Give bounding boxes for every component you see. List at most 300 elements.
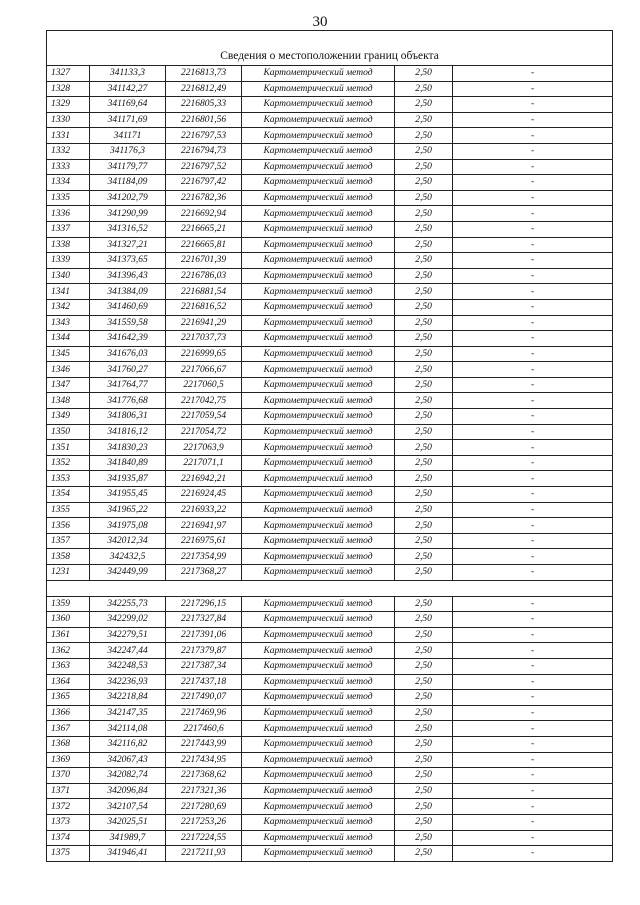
description-cell: -	[453, 128, 613, 144]
point-number-cell: 1367	[47, 721, 90, 737]
description-cell: -	[453, 143, 613, 159]
accuracy-cell: 2,50	[395, 487, 453, 503]
method-cell: Картометрический метод	[242, 424, 395, 440]
table-row	[47, 237, 613, 253]
method-cell: Картометрический метод	[242, 768, 395, 784]
accuracy-cell: 2,50	[395, 799, 453, 815]
description-cell: -	[453, 190, 613, 206]
method-cell: Картометрический метод	[242, 346, 395, 362]
y-coordinate-cell: 2216816,52	[166, 299, 242, 315]
method-cell: Картометрический метод	[242, 377, 395, 393]
method-cell: Картометрический метод	[242, 66, 395, 82]
description-cell: -	[453, 471, 613, 487]
point-number-cell: 1361	[47, 627, 90, 643]
table-row	[47, 612, 613, 628]
description-cell: -	[453, 814, 613, 830]
x-coordinate-cell: 341171,69	[90, 112, 166, 128]
table-row	[47, 424, 613, 440]
description-cell: -	[453, 81, 613, 97]
accuracy-cell: 2,50	[395, 721, 453, 737]
x-coordinate-cell: 341179,77	[90, 159, 166, 175]
table-row	[47, 799, 613, 815]
table-row	[47, 736, 613, 752]
x-coordinate-cell: 342218,84	[90, 690, 166, 706]
method-cell: Картометрический метод	[242, 752, 395, 768]
accuracy-cell: 2,50	[395, 377, 453, 393]
table-row	[47, 518, 613, 534]
table-row	[47, 66, 613, 82]
accuracy-cell: 2,50	[395, 331, 453, 347]
table-row	[47, 393, 613, 409]
table-row	[47, 377, 613, 393]
description-cell: -	[453, 377, 613, 393]
x-coordinate-cell: 342116,82	[90, 736, 166, 752]
x-coordinate-cell: 341169,64	[90, 97, 166, 113]
table-row	[47, 752, 613, 768]
x-coordinate-cell: 341316,52	[90, 221, 166, 237]
y-coordinate-cell: 2217211,93	[166, 846, 242, 862]
method-cell: Картометрический метод	[242, 175, 395, 191]
x-coordinate-cell: 342299,02	[90, 612, 166, 628]
y-coordinate-cell: 2216812,49	[166, 81, 242, 97]
description-cell: -	[453, 502, 613, 518]
table-row	[47, 830, 613, 846]
y-coordinate-cell: 2216786,03	[166, 268, 242, 284]
y-coordinate-cell: 2217354,99	[166, 549, 242, 565]
y-coordinate-cell: 2216941,97	[166, 518, 242, 534]
point-number-cell: 1351	[47, 440, 90, 456]
y-coordinate-cell: 2217060,5	[166, 377, 242, 393]
method-cell: Картометрический метод	[242, 783, 395, 799]
method-cell: Картометрический метод	[242, 502, 395, 518]
table-row	[47, 690, 613, 706]
description-cell: -	[453, 455, 613, 471]
x-coordinate-cell: 341290,99	[90, 206, 166, 222]
accuracy-cell: 2,50	[395, 455, 453, 471]
y-coordinate-cell: 2216881,54	[166, 284, 242, 300]
x-coordinate-cell: 341133,3	[90, 66, 166, 82]
point-number-cell: 1364	[47, 674, 90, 690]
y-coordinate-cell: 2217071,1	[166, 455, 242, 471]
y-coordinate-cell: 2217437,18	[166, 674, 242, 690]
method-cell: Картометрический метод	[242, 237, 395, 253]
y-coordinate-cell: 2217063,9	[166, 440, 242, 456]
description-cell: -	[453, 533, 613, 549]
x-coordinate-cell: 342147,35	[90, 705, 166, 721]
accuracy-cell: 2,50	[395, 315, 453, 331]
table-row	[47, 440, 613, 456]
accuracy-cell: 2,50	[395, 814, 453, 830]
description-cell: -	[453, 596, 613, 612]
point-number-cell: 1355	[47, 502, 90, 518]
description-cell: -	[453, 175, 613, 191]
y-coordinate-cell: 2217387,34	[166, 658, 242, 674]
description-cell: -	[453, 518, 613, 534]
accuracy-cell: 2,50	[395, 533, 453, 549]
accuracy-cell: 2,50	[395, 97, 453, 113]
y-coordinate-cell: 2216665,21	[166, 221, 242, 237]
accuracy-cell: 2,50	[395, 175, 453, 191]
point-number-cell: 1329	[47, 97, 90, 113]
accuracy-cell: 2,50	[395, 143, 453, 159]
point-number-cell: 1349	[47, 409, 90, 425]
point-number-cell: 1369	[47, 752, 90, 768]
accuracy-cell: 2,50	[395, 471, 453, 487]
method-cell: Картометрический метод	[242, 284, 395, 300]
y-coordinate-cell: 2217469,96	[166, 705, 242, 721]
x-coordinate-cell: 341384,09	[90, 284, 166, 300]
x-coordinate-cell: 341946,41	[90, 846, 166, 862]
table-row	[47, 705, 613, 721]
x-coordinate-cell: 341830,23	[90, 440, 166, 456]
method-cell: Картометрический метод	[242, 128, 395, 144]
method-cell: Картометрический метод	[242, 627, 395, 643]
method-cell: Картометрический метод	[242, 471, 395, 487]
method-cell: Картометрический метод	[242, 159, 395, 175]
point-number-cell: 1335	[47, 190, 90, 206]
method-cell: Картометрический метод	[242, 799, 395, 815]
x-coordinate-cell: 342114,08	[90, 721, 166, 737]
method-cell: Картометрический метод	[242, 190, 395, 206]
table-row	[47, 596, 613, 612]
x-coordinate-cell: 341935,87	[90, 471, 166, 487]
accuracy-cell: 2,50	[395, 221, 453, 237]
description-cell: -	[453, 268, 613, 284]
table-row	[47, 814, 613, 830]
accuracy-cell: 2,50	[395, 440, 453, 456]
x-coordinate-cell: 342082,74	[90, 768, 166, 784]
x-coordinate-cell: 341396,43	[90, 268, 166, 284]
method-cell: Картометрический метод	[242, 455, 395, 471]
point-number-cell: 1331	[47, 128, 90, 144]
description-cell: -	[453, 783, 613, 799]
description-cell: -	[453, 206, 613, 222]
accuracy-cell: 2,50	[395, 66, 453, 82]
description-cell: -	[453, 752, 613, 768]
table-row	[47, 159, 613, 175]
accuracy-cell: 2,50	[395, 362, 453, 378]
description-cell: -	[453, 799, 613, 815]
block-separator-row	[47, 580, 613, 596]
y-coordinate-cell: 2217434,95	[166, 752, 242, 768]
point-number-cell: 1345	[47, 346, 90, 362]
y-coordinate-cell: 2216692,94	[166, 206, 242, 222]
description-cell: -	[453, 362, 613, 378]
method-cell: Картометрический метод	[242, 705, 395, 721]
table-row	[47, 268, 613, 284]
table-row	[47, 565, 613, 581]
x-coordinate-cell: 341202,79	[90, 190, 166, 206]
table-row	[47, 143, 613, 159]
point-number-cell: 1372	[47, 799, 90, 815]
y-coordinate-cell: 2217327,84	[166, 612, 242, 628]
accuracy-cell: 2,50	[395, 112, 453, 128]
accuracy-cell: 2,50	[395, 674, 453, 690]
table-row	[47, 346, 613, 362]
description-cell: -	[453, 440, 613, 456]
method-cell: Картометрический метод	[242, 487, 395, 503]
y-coordinate-cell: 2216665,81	[166, 237, 242, 253]
x-coordinate-cell: 341184,09	[90, 175, 166, 191]
table-row	[47, 783, 613, 799]
method-cell: Картометрический метод	[242, 97, 395, 113]
description-cell: -	[453, 549, 613, 565]
description-cell: -	[453, 237, 613, 253]
description-cell: -	[453, 221, 613, 237]
description-cell: -	[453, 643, 613, 659]
y-coordinate-cell: 2216797,52	[166, 159, 242, 175]
y-coordinate-cell: 2217368,27	[166, 565, 242, 581]
method-cell: Картометрический метод	[242, 518, 395, 534]
y-coordinate-cell: 2216797,53	[166, 128, 242, 144]
point-number-cell: 1330	[47, 112, 90, 128]
method-cell: Картометрический метод	[242, 268, 395, 284]
x-coordinate-cell: 341840,89	[90, 455, 166, 471]
point-number-cell: 1340	[47, 268, 90, 284]
accuracy-cell: 2,50	[395, 346, 453, 362]
accuracy-cell: 2,50	[395, 690, 453, 706]
point-number-cell: 1352	[47, 455, 90, 471]
point-number-cell: 1375	[47, 846, 90, 862]
y-coordinate-cell: 2216941,29	[166, 315, 242, 331]
method-cell: Картометрический метод	[242, 736, 395, 752]
y-coordinate-cell: 2216933,22	[166, 502, 242, 518]
x-coordinate-cell: 341955,45	[90, 487, 166, 503]
method-cell: Картометрический метод	[242, 331, 395, 347]
x-coordinate-cell: 341760,27	[90, 362, 166, 378]
table-row	[47, 362, 613, 378]
accuracy-cell: 2,50	[395, 518, 453, 534]
y-coordinate-cell: 2216782,36	[166, 190, 242, 206]
point-number-cell: 1365	[47, 690, 90, 706]
table-row	[47, 221, 613, 237]
method-cell: Картометрический метод	[242, 143, 395, 159]
description-cell: -	[453, 674, 613, 690]
table-row	[47, 331, 613, 347]
y-coordinate-cell: 2216942,21	[166, 471, 242, 487]
accuracy-cell: 2,50	[395, 284, 453, 300]
accuracy-cell: 2,50	[395, 565, 453, 581]
method-cell: Картометрический метод	[242, 846, 395, 862]
accuracy-cell: 2,50	[395, 752, 453, 768]
method-cell: Картометрический метод	[242, 643, 395, 659]
point-number-cell: 1370	[47, 768, 90, 784]
table-row	[47, 846, 613, 862]
x-coordinate-cell: 341176,3	[90, 143, 166, 159]
method-cell: Картометрический метод	[242, 409, 395, 425]
accuracy-cell: 2,50	[395, 268, 453, 284]
point-number-cell: 1347	[47, 377, 90, 393]
table-row	[47, 627, 613, 643]
point-number-cell: 1357	[47, 533, 90, 549]
point-number-cell: 1334	[47, 175, 90, 191]
accuracy-cell: 2,50	[395, 768, 453, 784]
table-row	[47, 81, 613, 97]
x-coordinate-cell: 342012,34	[90, 533, 166, 549]
method-cell: Картометрический метод	[242, 206, 395, 222]
table-row	[47, 128, 613, 144]
table-row	[47, 643, 613, 659]
accuracy-cell: 2,50	[395, 159, 453, 175]
x-coordinate-cell: 341373,65	[90, 253, 166, 269]
y-coordinate-cell: 2217037,73	[166, 331, 242, 347]
table-body	[47, 31, 613, 862]
table-row	[47, 409, 613, 425]
accuracy-cell: 2,50	[395, 783, 453, 799]
y-coordinate-cell: 2217490,07	[166, 690, 242, 706]
table-row	[47, 721, 613, 737]
point-number-cell: 1346	[47, 362, 90, 378]
point-number-cell: 1337	[47, 221, 90, 237]
y-coordinate-cell: 2217391,06	[166, 627, 242, 643]
point-number-cell: 1374	[47, 830, 90, 846]
boundary-coordinates-table	[46, 30, 613, 862]
table-row	[47, 674, 613, 690]
table-row	[47, 97, 613, 113]
y-coordinate-cell: 2216797,42	[166, 175, 242, 191]
x-coordinate-cell: 341327,21	[90, 237, 166, 253]
x-coordinate-cell: 341142,27	[90, 81, 166, 97]
description-cell: -	[453, 627, 613, 643]
point-number-cell: 1336	[47, 206, 90, 222]
y-coordinate-cell: 2217368,62	[166, 768, 242, 784]
description-cell: -	[453, 612, 613, 628]
accuracy-cell: 2,50	[395, 206, 453, 222]
y-coordinate-cell: 2216924,45	[166, 487, 242, 503]
accuracy-cell: 2,50	[395, 81, 453, 97]
x-coordinate-cell: 341965,22	[90, 502, 166, 518]
point-number-cell: 1358	[47, 549, 90, 565]
method-cell: Картометрический метод	[242, 658, 395, 674]
method-cell: Картометрический метод	[242, 440, 395, 456]
method-cell: Картометрический метод	[242, 721, 395, 737]
description-cell: -	[453, 97, 613, 113]
method-cell: Картометрический метод	[242, 253, 395, 269]
point-number-cell: 1373	[47, 814, 90, 830]
x-coordinate-cell: 342248,53	[90, 658, 166, 674]
method-cell: Картометрический метод	[242, 674, 395, 690]
y-coordinate-cell: 2216801,56	[166, 112, 242, 128]
table-row	[47, 175, 613, 191]
table-row	[47, 768, 613, 784]
description-cell: -	[453, 658, 613, 674]
method-cell: Картометрический метод	[242, 299, 395, 315]
point-number-cell: 1332	[47, 143, 90, 159]
method-cell: Картометрический метод	[242, 315, 395, 331]
accuracy-cell: 2,50	[395, 128, 453, 144]
point-number-cell: 1339	[47, 253, 90, 269]
point-number-cell: 1338	[47, 237, 90, 253]
x-coordinate-cell: 341642,39	[90, 331, 166, 347]
y-coordinate-cell: 2216813,73	[166, 66, 242, 82]
accuracy-cell: 2,50	[395, 299, 453, 315]
table-row	[47, 502, 613, 518]
table-title: Сведения о местоположении границ объекта	[47, 31, 613, 66]
description-cell: -	[453, 424, 613, 440]
y-coordinate-cell: 2217224,55	[166, 830, 242, 846]
method-cell: Картометрический метод	[242, 549, 395, 565]
x-coordinate-cell: 342025,51	[90, 814, 166, 830]
table-row	[47, 206, 613, 222]
method-cell: Картометрический метод	[242, 612, 395, 628]
x-coordinate-cell: 341776,68	[90, 393, 166, 409]
accuracy-cell: 2,50	[395, 627, 453, 643]
x-coordinate-cell: 341975,08	[90, 518, 166, 534]
point-number-cell: 1342	[47, 299, 90, 315]
y-coordinate-cell: 2217321,36	[166, 783, 242, 799]
y-coordinate-cell: 2217443,99	[166, 736, 242, 752]
x-coordinate-cell: 342107,54	[90, 799, 166, 815]
y-coordinate-cell: 2217059,54	[166, 409, 242, 425]
x-coordinate-cell: 341676,03	[90, 346, 166, 362]
accuracy-cell: 2,50	[395, 393, 453, 409]
method-cell: Картометрический метод	[242, 112, 395, 128]
table-row	[47, 112, 613, 128]
accuracy-cell: 2,50	[395, 705, 453, 721]
x-coordinate-cell: 341816,12	[90, 424, 166, 440]
x-coordinate-cell: 342067,43	[90, 752, 166, 768]
y-coordinate-cell: 2216805,33	[166, 97, 242, 113]
description-cell: -	[453, 284, 613, 300]
table-title-row	[47, 31, 613, 66]
y-coordinate-cell: 2216975,61	[166, 533, 242, 549]
x-coordinate-cell: 342255,73	[90, 596, 166, 612]
accuracy-cell: 2,50	[395, 409, 453, 425]
y-coordinate-cell: 2217054,72	[166, 424, 242, 440]
point-number-cell: 1333	[47, 159, 90, 175]
y-coordinate-cell: 2216999,65	[166, 346, 242, 362]
description-cell: -	[453, 393, 613, 409]
table-row	[47, 533, 613, 549]
table-row	[47, 549, 613, 565]
description-cell: -	[453, 253, 613, 269]
accuracy-cell: 2,50	[395, 736, 453, 752]
point-number-cell: 1327	[47, 66, 90, 82]
point-number-cell: 1348	[47, 393, 90, 409]
y-coordinate-cell: 2217066,67	[166, 362, 242, 378]
block-separator-cell	[47, 580, 613, 596]
accuracy-cell: 2,50	[395, 643, 453, 659]
y-coordinate-cell: 2217253,26	[166, 814, 242, 830]
x-coordinate-cell: 341460,69	[90, 299, 166, 315]
accuracy-cell: 2,50	[395, 612, 453, 628]
description-cell: -	[453, 331, 613, 347]
point-number-cell: 1362	[47, 643, 90, 659]
description-cell: -	[453, 721, 613, 737]
description-cell: -	[453, 830, 613, 846]
description-cell: -	[453, 705, 613, 721]
accuracy-cell: 2,50	[395, 549, 453, 565]
table-row	[47, 299, 613, 315]
accuracy-cell: 2,50	[395, 596, 453, 612]
table-row	[47, 253, 613, 269]
point-number-cell: 1371	[47, 783, 90, 799]
point-number-cell: 1231	[47, 565, 90, 581]
description-cell: -	[453, 409, 613, 425]
accuracy-cell: 2,50	[395, 830, 453, 846]
description-cell: -	[453, 690, 613, 706]
y-coordinate-cell: 2217042,75	[166, 393, 242, 409]
method-cell: Картометрический метод	[242, 362, 395, 378]
y-coordinate-cell: 2217296,15	[166, 596, 242, 612]
y-coordinate-cell: 2216794,73	[166, 143, 242, 159]
point-number-cell: 1368	[47, 736, 90, 752]
method-cell: Картометрический метод	[242, 81, 395, 97]
point-number-cell: 1360	[47, 612, 90, 628]
x-coordinate-cell: 341989,7	[90, 830, 166, 846]
method-cell: Картометрический метод	[242, 596, 395, 612]
description-cell: -	[453, 159, 613, 175]
